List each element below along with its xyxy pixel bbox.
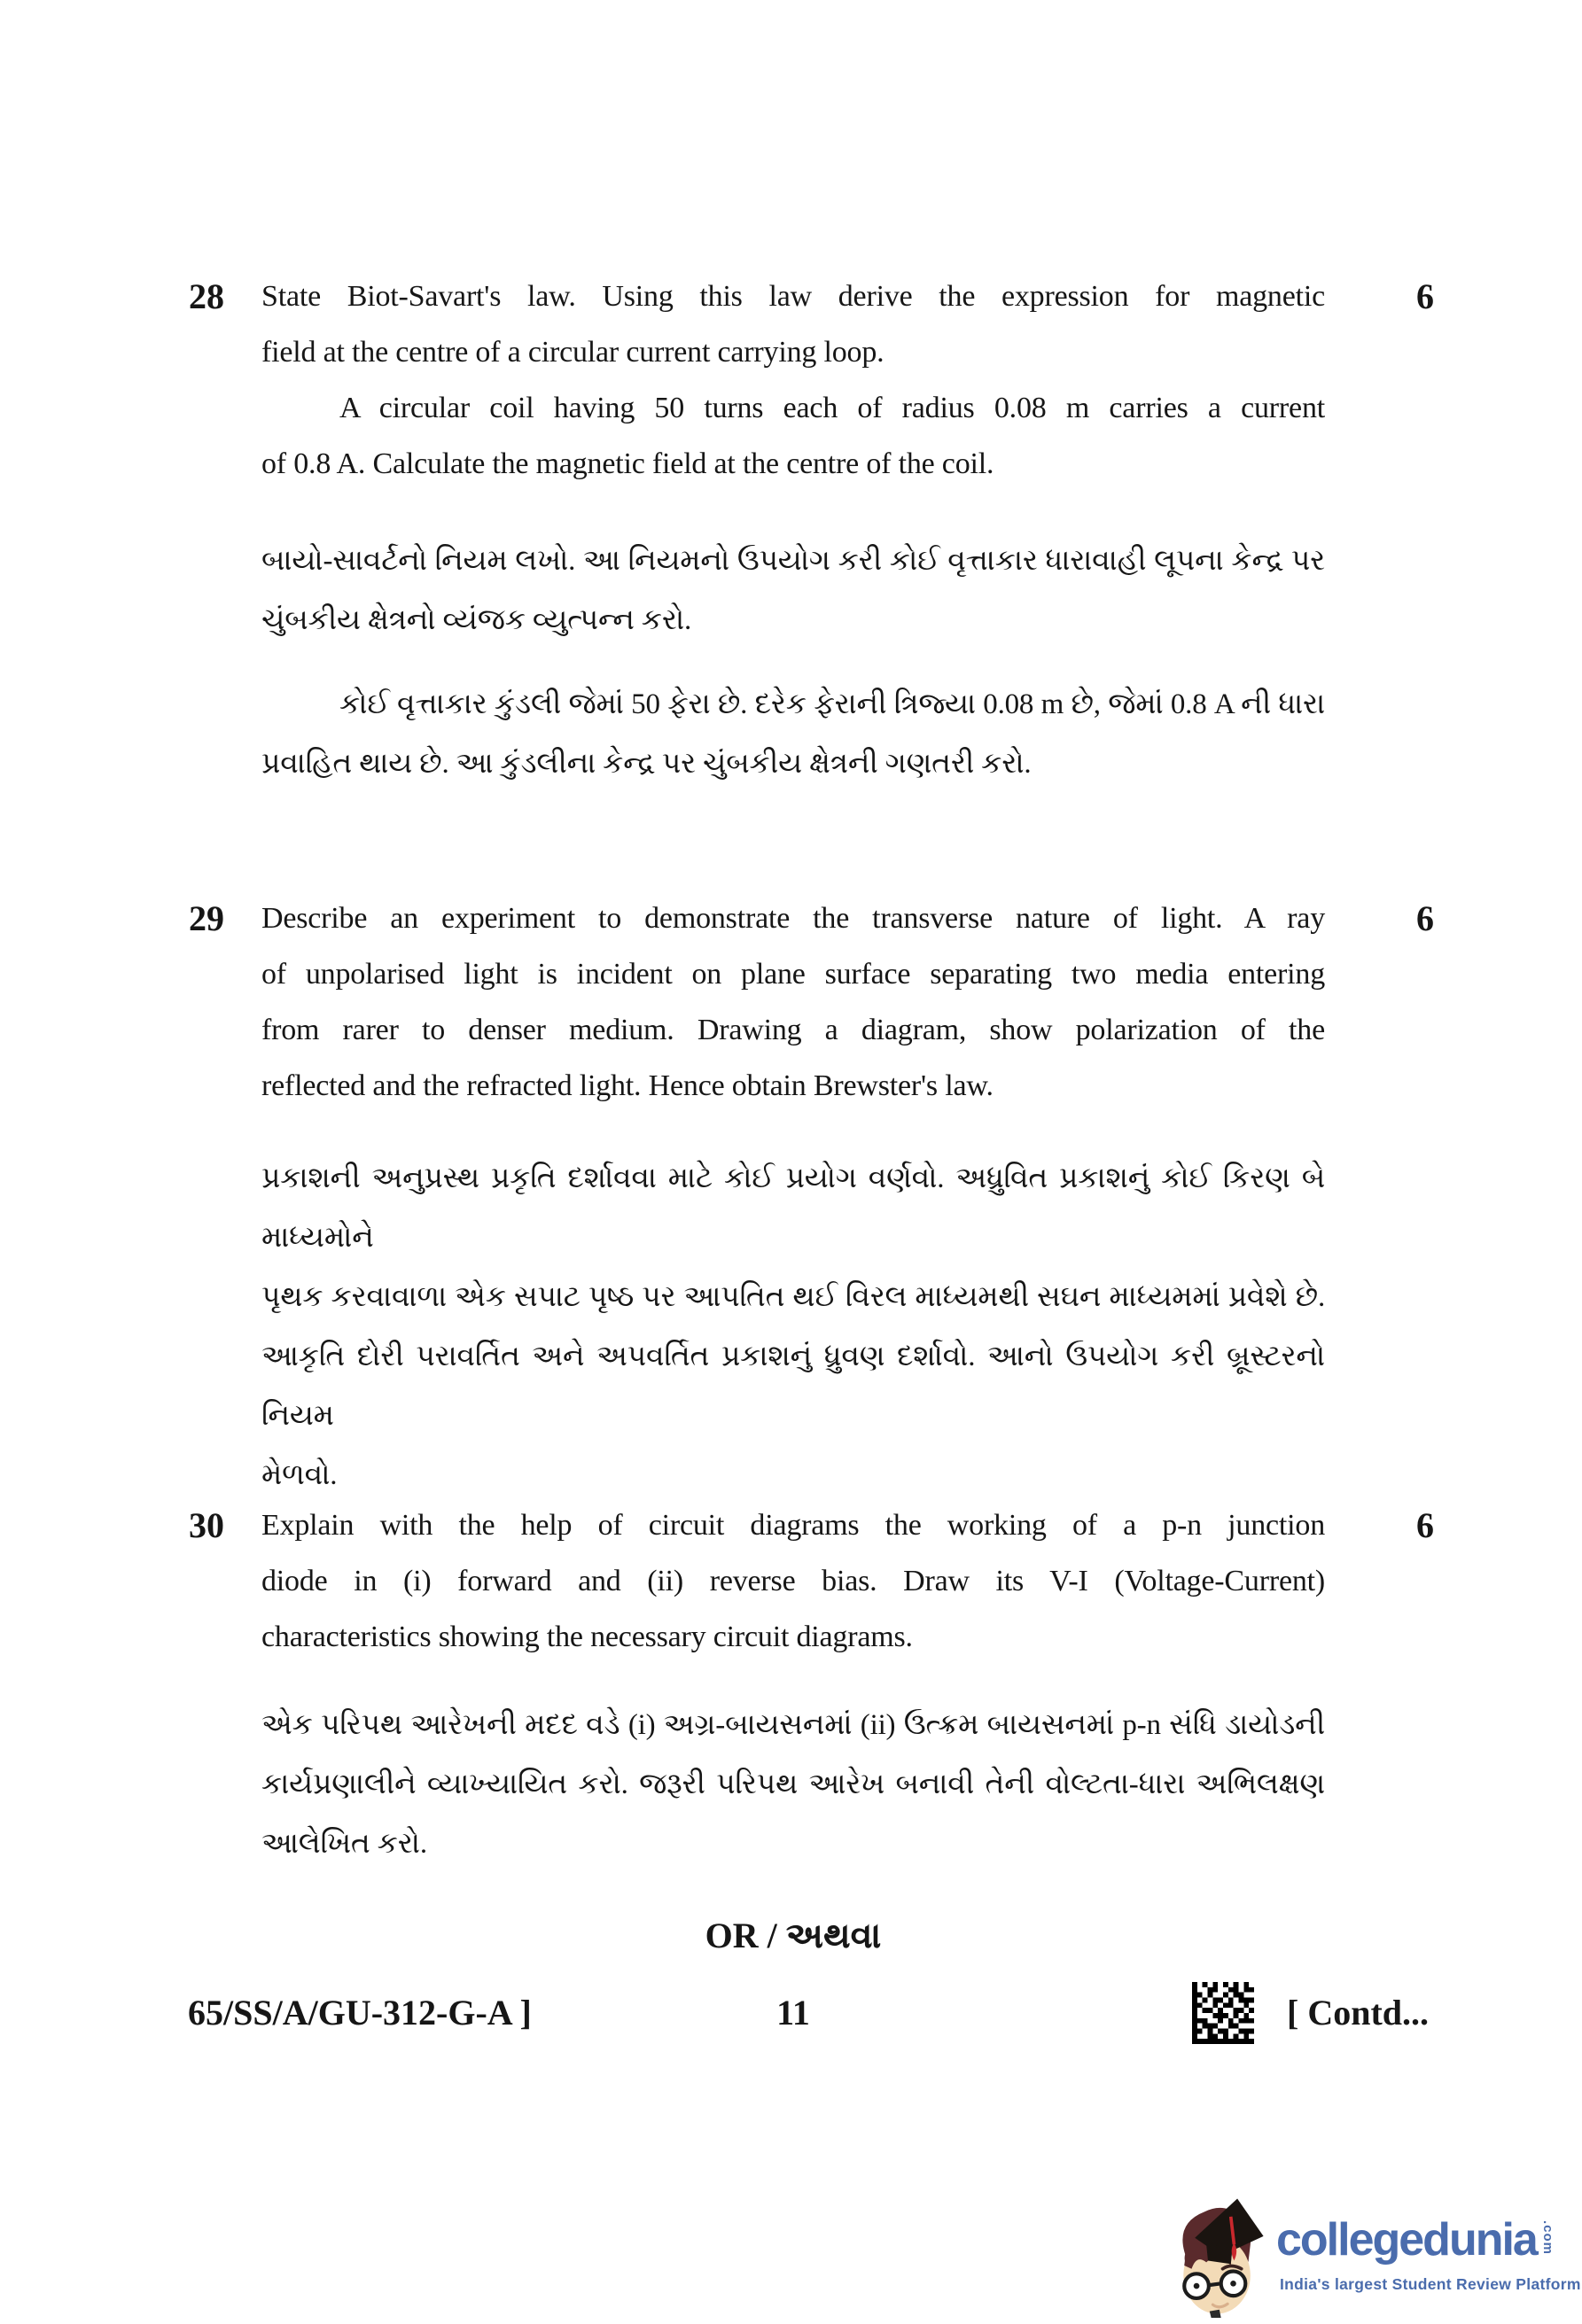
question-30-gujarati — [261, 1696, 1325, 1874]
question-29-english — [261, 890, 1325, 1114]
question-text-line: આકૃતિ દોરી પરાવર્તિત અને અપવર્તિત પ્રકાશનું ધ્રુવણ દર્શાવો. આનો ઉપયોગ કરી બ્રૂસ્ટરનો નિયમ — [261, 1341, 1325, 1432]
question-text-line: diode in (i) forward and (ii) reverse bias. Draw its V-I (Voltage-Current) — [261, 1565, 1325, 1597]
question-text-line: મેળવો. — [261, 1459, 338, 1491]
collegedunia-logo — [1172, 2181, 1579, 2321]
question-text-line: field at the centre of a circular current carrying loop. — [261, 336, 885, 369]
question-text-line: reflected and the refracted light. Hence obtain Brewster's law. — [261, 1069, 994, 1102]
question-text-line: બાયો-સાવર્ટનો નિયમ લખો. આ નિયમનો ઉપયોગ કરી કોઈ વૃત્તાકાર ધારાવાહી લૂપના કેન્દ્ર પર — [261, 545, 1325, 577]
logo-domain-suffix: .com — [1539, 2220, 1555, 2256]
question-marks: 6 — [1416, 1505, 1434, 1545]
question-number: 30 — [189, 1505, 224, 1545]
question-29-gujarati — [261, 1149, 1325, 1505]
question-28-gujarati-para1 — [261, 532, 1325, 650]
question-text-line: કોઈ વૃત્તાકાર કુંડલી જેમાં 50 ફેરા છે. દરેક ફેરાની ત્રિજ્યા 0.08 m છે, જેમાં 0.8 A ની ધારા — [339, 688, 1325, 720]
question-text-line: A circular coil having 50 turns each of radius 0.08 m carries a current — [339, 392, 1325, 424]
question-text-line: State Biot-Savart's law. Using this law derive the expression for magnetic — [261, 280, 1325, 313]
question-text-line: Describe an experiment to demonstrate the transverse nature of light. A ray — [261, 902, 1325, 935]
paper-code: 65/SS/A/GU-312-G-A ] — [188, 1993, 532, 2033]
question-text-line: આલેખિત કરો. — [261, 1828, 427, 1860]
question-text-line: characteristics showing the necessary circuit diagrams. — [261, 1621, 913, 1653]
barcode-datamatrix-icon — [1192, 1982, 1254, 2044]
question-text-line: પૃથક કરવાવાળા એક સપાટ પૃષ્ઠ પર આપતિત થઈ વિરલ માધ્યમથી સઘન માધ્યમમાં પ્રવેશે છે. — [261, 1281, 1325, 1313]
question-text-line: એક પરિપથ આરેખની મદદ વડે (i) અગ્ર-બાયસનમાં (ii) ઉત્ક્રમ બાયસનમાં p-n સંધિ ડાયોડની — [261, 1709, 1325, 1741]
question-number: 29 — [189, 898, 224, 938]
question-text-line: ચુંબકીય ક્ષેત્રનો વ્યંજક વ્યુત્પન્ન કરો. — [261, 604, 692, 636]
contd-label: [ Contd... — [1287, 1993, 1430, 2033]
question-text-line: Explain with the help of circuit diagrams the working of a p-n junction — [261, 1509, 1325, 1542]
logo-wordmark: collegedunia — [1276, 2214, 1537, 2266]
question-text-line: from rarer to denser medium. Drawing a diagram, show polarization of the — [261, 1014, 1325, 1046]
or-separator: OR / અથવા — [705, 1916, 882, 1955]
question-text-line: કાર્યપ્રણાલીને વ્યાખ્યાયિત કરો. જરૂરી પરિપથ આરેખ બનાવી તેની વોલ્ટતા-ધારા અભિલક્ષણ — [261, 1768, 1325, 1800]
question-text-line: of unpolarised light is incident on plane surface separating two media entering — [261, 958, 1325, 991]
question-text-line: of 0.8 A. Calculate the magnetic field at the centre of the coil. — [261, 447, 994, 480]
logo-tagline: India's largest Student Review Platform — [1280, 2275, 1581, 2293]
question-number: 28 — [189, 276, 224, 316]
student-mascot-icon — [1172, 2194, 1264, 2318]
question-28-gujarati-para2 — [261, 675, 1325, 794]
question-marks: 6 — [1416, 898, 1434, 938]
question-text-line: પ્રકાશની અનુપ્રસ્થ પ્રકૃતિ દર્શાવવા માટે કોઈ પ્રયોગ વર્ણવો. અધ્રુવિત પ્રકાશનું કોઈ કિરણ બે માધ્યમોને — [261, 1162, 1325, 1254]
page-number: 11 — [776, 1993, 810, 2033]
question-30-english — [261, 1497, 1325, 1665]
question-marks: 6 — [1416, 276, 1434, 316]
question-28-english — [261, 268, 1325, 492]
question-text-line: પ્રવાહિત થાય છે. આ કુંડલીના કેન્દ્ર પર ચુંબકીય ક્ષેત્રની ગણતરી કરો. — [261, 748, 1032, 780]
